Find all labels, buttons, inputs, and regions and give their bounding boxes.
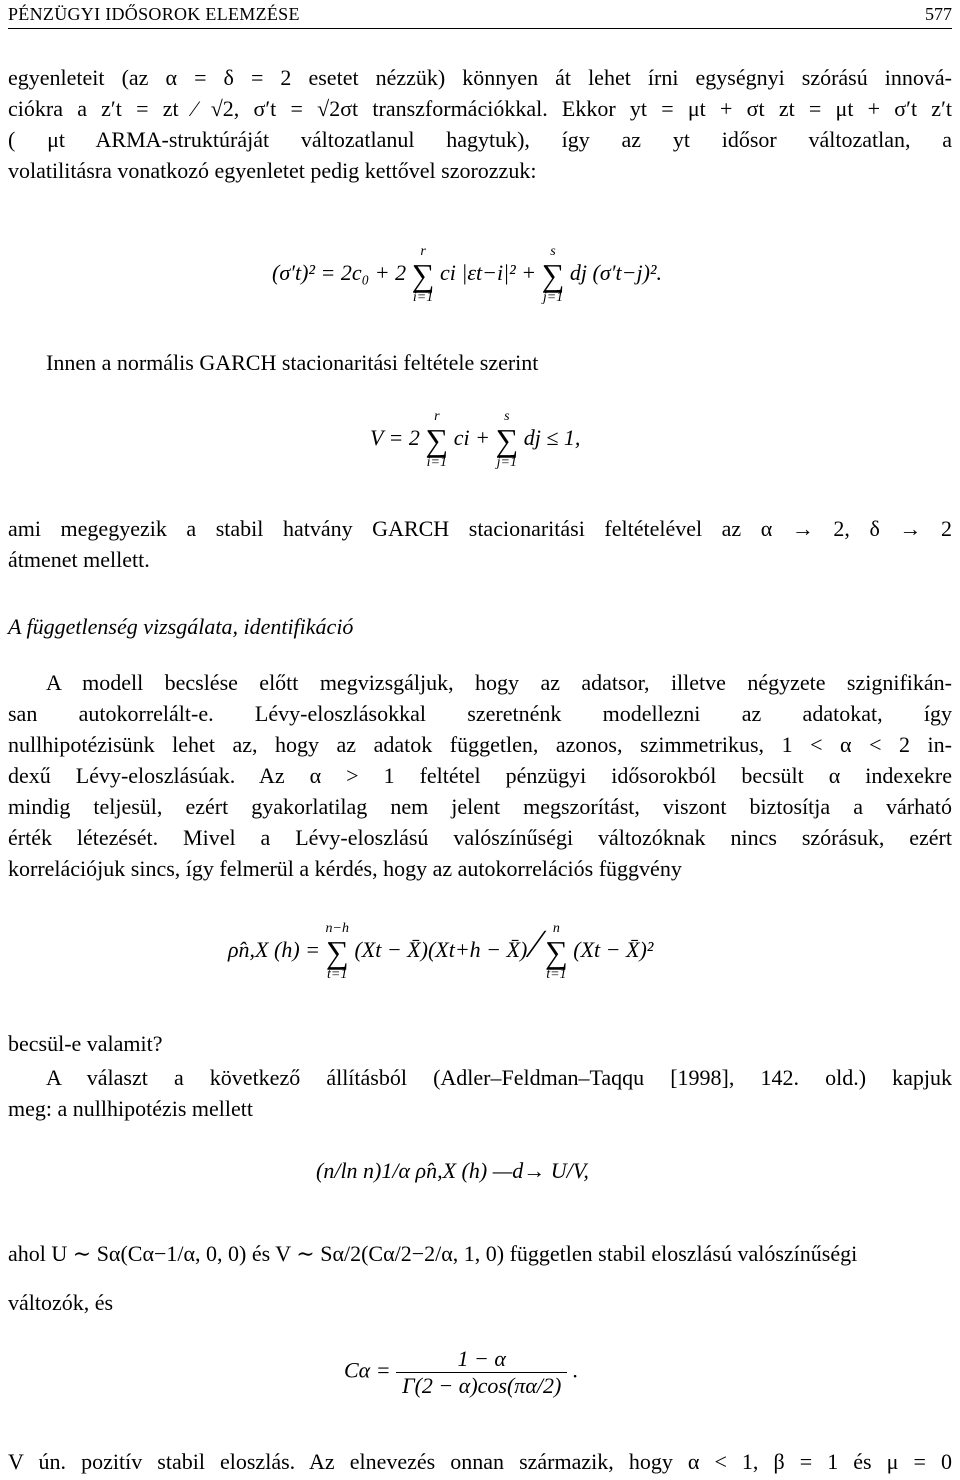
text-line: változók, és: [8, 1290, 114, 1315]
paragraph-positive-stable: [8, 1446, 952, 1477]
text-line: ( μt ARMA-struktúráját változatlanul hagytuk), így az yt idősor változatlan, a: [8, 127, 952, 152]
eq5-end: .: [572, 1357, 579, 1383]
eq3-denominator: (Xt − X̄)²: [573, 937, 654, 962]
text-line: korrelációjuk sincs, így felmerül a kérdés, hogy az autokorrelációs függvény: [8, 856, 682, 881]
text-line: nullhipotézisünk lehet az, hogy az adatok független, azonos, szimmetrikus, 1 < α < 2 in-: [8, 732, 952, 757]
eq2-lhs: V = 2: [370, 425, 420, 451]
text-line: ahol U ∼ Sα(Cα−1/α, 0, 0) és V ∼ Sα/2(Cα/2−2/α, 1, 0) független stabil eloszlású valószínűségi: [8, 1241, 858, 1266]
equation-c-alpha: [344, 1346, 578, 1399]
text-line: ami megegyezik a stabil hatvány GARCH stacionaritási feltételével az α → 2, δ → 2: [8, 516, 952, 541]
sum-symbol: r ∑ i=1: [425, 409, 449, 470]
eq1-mid: ci |εt−i|² +: [439, 260, 537, 286]
text-line: mindig teljesül, ezért gyakorlatilag nem jelent megszorítást, viszont biztosítja a várható: [8, 794, 952, 819]
eq1-rhs: dj (σ′t−j)².: [569, 260, 663, 286]
text-line: meg: a nullhipotézis mellett: [8, 1096, 253, 1121]
eq2-mid: ci +: [453, 425, 490, 451]
paragraph-question: [8, 1028, 952, 1059]
paragraph-independence: [8, 667, 952, 884]
eq3-lhs: ρ̂n,X (h) =: [228, 937, 320, 962]
sum-symbol: n ∑ t=1: [544, 920, 568, 982]
paragraph-distributions: [8, 1238, 952, 1318]
sum-symbol: s ∑ j=1: [495, 409, 519, 470]
paragraph-intro: [8, 62, 952, 186]
header-title: PÉNZÜGYI IDŐSOROK ELEMZÉSE: [8, 4, 300, 24]
paragraph-garch: [46, 347, 946, 378]
equation-limit: (n/ln n)1/α ρ̂n,X (h) —d→ U/V,: [316, 1158, 589, 1183]
eq3-numerator: (Xt − X̄)(Xt+h − X̄): [354, 937, 528, 962]
page-number: 577: [925, 4, 952, 24]
text-line: átmenet mellett.: [8, 547, 150, 572]
text-line: volatilitásra vonatkozó egyenletet pedig kettővel szorozzuk:: [8, 158, 537, 183]
fraction-denominator: Γ(2 − α)cos(πα/2): [402, 1373, 562, 1398]
text-line: érték létezését. Mivel a Lévy-eloszlású valószínűségi változóknak nincs szórásuk, ezért: [8, 825, 952, 850]
text-line: A modell becslése előtt megvizsgáljuk, hogy az adatsor, illetve négyzete szignifikán-: [46, 670, 952, 695]
text-line: ciókra a z′t = zt ⁄ √2, σ′t = √2σt transzformációkkal. Ekkor yt = μt + σt zt = μt + σ′t z′t: [8, 96, 952, 121]
text-line: A választ a következő állításból (Adler–Feldman–Taqqu [1998], 142. old.) kapjuk: [46, 1065, 952, 1090]
fraction: [396, 1346, 567, 1399]
section-heading: A függetlenség vizsgálata, identifikáció: [8, 614, 354, 639]
eq5-lhs: Cα =: [344, 1357, 391, 1383]
paragraph-stable: [8, 513, 952, 575]
fraction-numerator: 1 − α: [396, 1346, 567, 1373]
text-line: V ún. pozitív stabil eloszlás. Az elnevezés onnan származik, hogy α < 1, β = 1 és μ = 0: [8, 1449, 952, 1474]
equation-volatility: [272, 245, 662, 305]
text-line: Innen a normális GARCH stacionaritási feltétele szerint: [46, 350, 539, 375]
sum-symbol: s ∑ j=1: [541, 244, 565, 305]
sum-symbol: n−h ∑ t=1: [325, 920, 349, 982]
eq2-rhs: dj ≤ 1,: [523, 425, 581, 451]
paragraph-answer: [8, 1062, 952, 1124]
equation-stationarity: [370, 410, 580, 470]
text-line: dexű Lévy-eloszlásúak. Az α > 1 feltétel pénzügyi idősorokból becsült α indexekre: [8, 763, 952, 788]
text-line: egyenleteit (az α = δ = 2 esetet nézzük) könnyen át lehet írni egységnyi szórású innová-: [8, 65, 952, 90]
equation-autocorrelation: [228, 920, 653, 982]
eq1-lhs: (σ′t)² = 2c₀ + 2: [272, 260, 407, 286]
text-line: san autokorrelált-e. Lévy-eloszlásokkal szeretnénk modellezni az adatokat, így: [8, 701, 952, 726]
text-line: becsül-e valamit?: [8, 1031, 163, 1056]
running-header: [8, 2, 952, 29]
fraction-slash: ∕: [532, 921, 540, 966]
sum-symbol: r ∑ i=1: [411, 244, 435, 305]
